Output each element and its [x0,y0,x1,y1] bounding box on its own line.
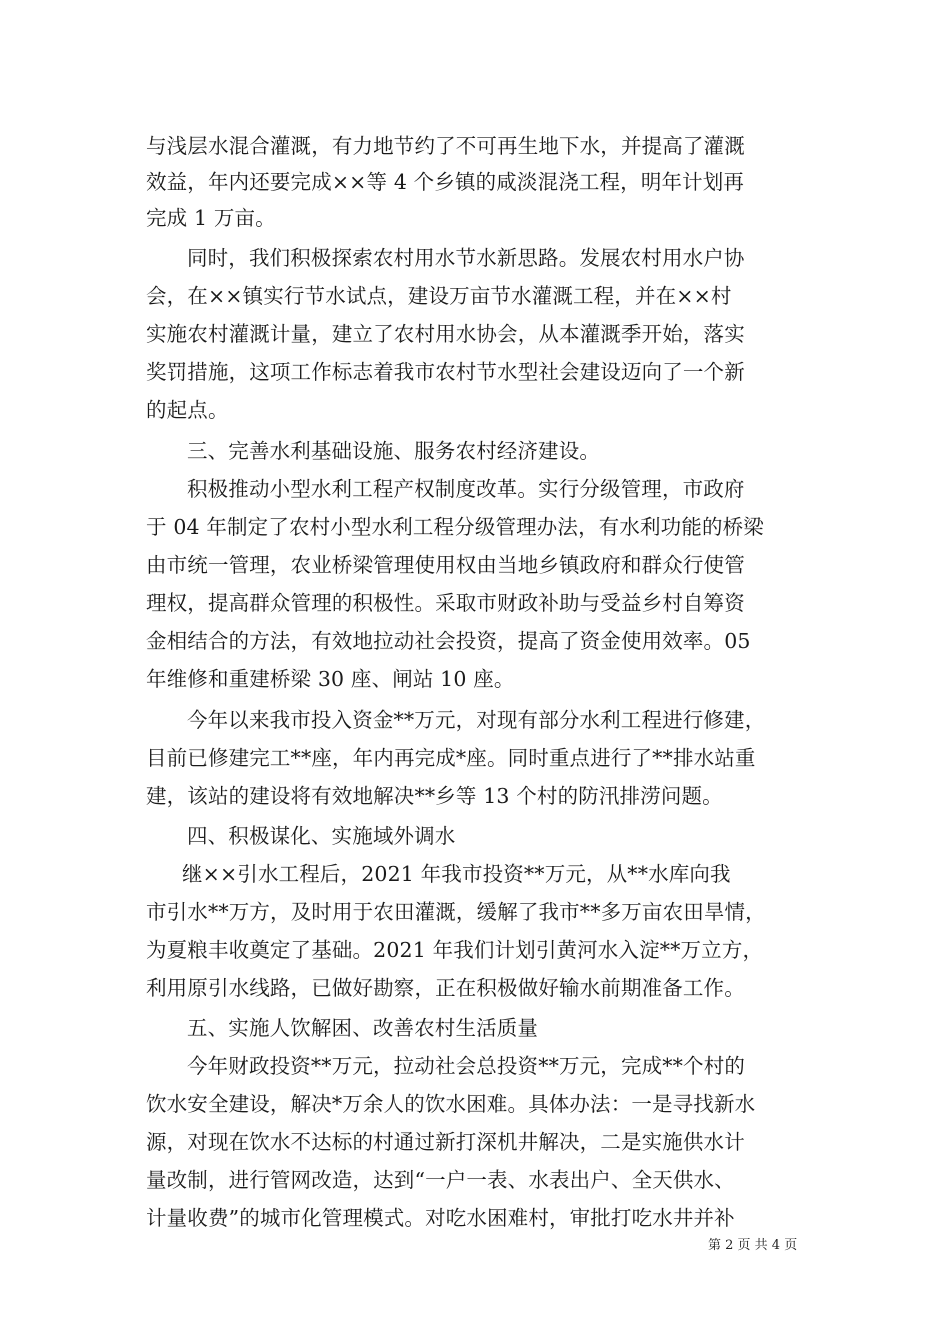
text-line: 于 04 年制定了农村小型水利工程分级管理办法，有水利功能的桥梁 [146,515,764,539]
section-heading: 三、完善水利基础设施、服务农村经济建设。 [187,439,600,463]
text-line: 源，对现在饮水不达标的村通过新打深机井解决，二是实施供水计 [146,1130,745,1154]
section-heading: 四、积极谋化、实施域外调水 [187,824,456,848]
paragraph-start: 同时，我们积极探索农村用水节水新思路。发展农村用水户协 [187,246,745,270]
text-line: 效益，年内还要完成××等 4 个乡镇的咸淡混浇工程，明年计划再 [146,170,745,194]
page-number-footer: 第 2 页 共 4 页 [708,1238,798,1253]
text-line: 建，该站的建设将有效地解决**乡等 13 个村的防汛排涝问题。 [146,784,723,808]
text-line: 会，在××镇实行节水试点，建设万亩节水灌溉工程，并在××村 [146,284,732,308]
text-line: 市引水**万方，及时用于农田灌溉，缓解了我市**多万亩农田旱情， [146,900,766,924]
text-line: 奖罚措施，这项工作标志着我市农村节水型社会建设迈向了一个新 [146,360,745,384]
text-line: 完成 1 万亩。 [146,206,276,230]
text-line: 年维修和重建桥梁 30 座、闸站 10 座。 [146,667,515,691]
text-line: 实施农村灌溉计量，建立了农村用水协会，从本灌溉季开始，落实 [146,322,745,346]
text-line: 计量收费”的城市化管理模式。对吃水困难村，审批打吃水井并补 [146,1206,735,1230]
text-line: 由市统一管理，农业桥梁管理使用权由当地乡镇政府和群众行使管 [146,553,745,577]
paragraph-start: 今年以来我市投入资金**万元，对现有部分水利工程进行修建， [187,708,766,732]
text-line: 与浅层水混合灌溉，有力地节约了不可再生地下水，并提高了灌溉 [146,134,745,158]
paragraph-start: 积极推动小型水利工程产权制度改革。实行分级管理，市政府 [187,477,745,501]
text-line: 的起点。 [146,398,229,422]
text-line: 量改制，进行管网改造，达到“一户一表、水表出户、全天供水、 [146,1168,735,1192]
section-heading: 五、实施人饮解困、改善农村生活质量 [187,1016,539,1040]
paragraph-start: 继××引水工程后，2021 年我市投资**万元，从**水库向我 [182,862,731,886]
text-line: 利用原引水线路，已做好勘察，正在积极做好输水前期准备工作。 [146,976,745,1000]
text-line: 饮水安全建设，解决*万余人的饮水困难。具体办法：一是寻找新水 [146,1092,756,1116]
text-line: 目前已修建完工**座，年内再完成*座。同时重点进行了**排水站重 [146,746,756,770]
text-line: 金相结合的方法，有效地拉动社会投资，提高了资金使用效率。05 [146,629,751,653]
text-line: 为夏粮丰收奠定了基础。2021 年我们计划引黄河水入淀**万立方， [146,938,764,962]
text-line: 理权，提高群众管理的积极性。采取市财政补助与受益乡村自筹资 [146,591,745,615]
paragraph-start: 今年财政投资**万元，拉动社会总投资**万元，完成**个村的 [187,1054,745,1078]
